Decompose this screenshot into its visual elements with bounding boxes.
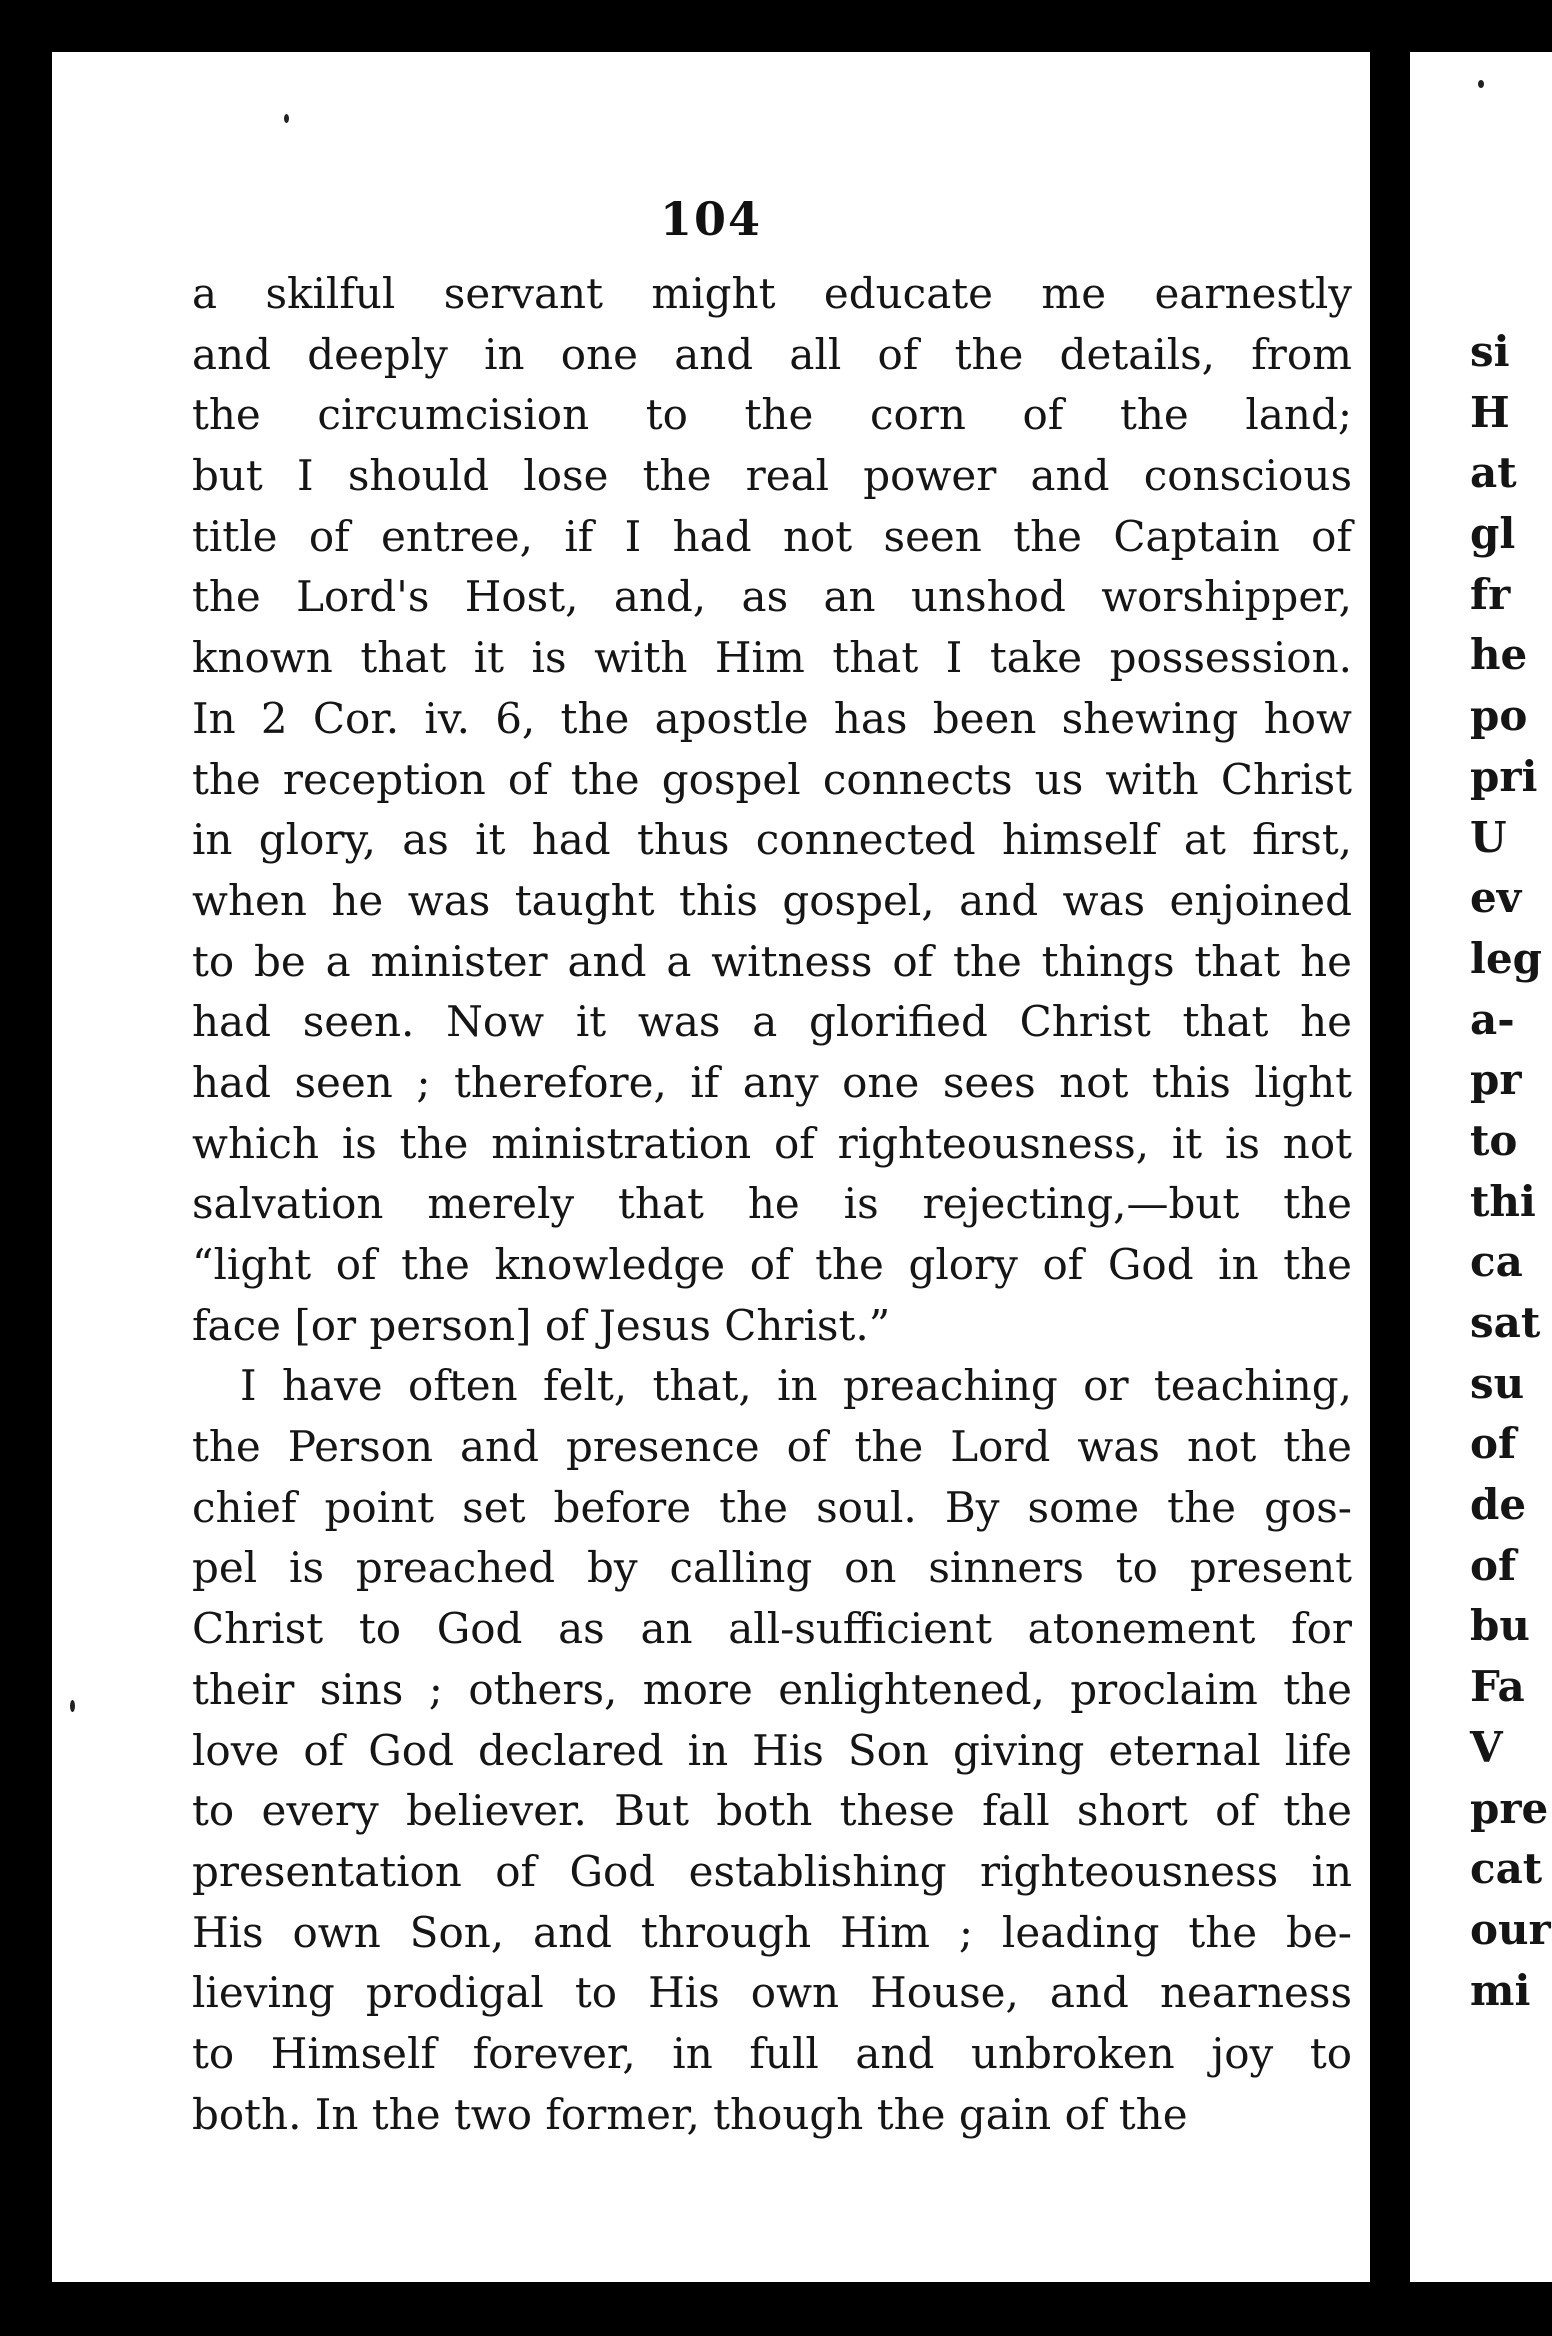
facing-text-fragment: gl bbox=[1470, 509, 1516, 559]
text-line: when he was taught this gospel, and was enjoined bbox=[192, 875, 1352, 925]
text-line: in glory, as it had thus connected himself at first, bbox=[192, 815, 1352, 865]
text-line: a skilful servant might educate me earnestly bbox=[192, 269, 1352, 318]
text-line: I have often felt, that, in preaching or teaching, bbox=[240, 1361, 1352, 1411]
facing-page-text bbox=[1470, 322, 1551, 2021]
page-number: 104 bbox=[659, 192, 763, 246]
text-line: the Lord's Host, and, as an unshod worshipper, bbox=[192, 572, 1352, 622]
text-line: “light of the knowledge of the glory of God in the bbox=[192, 1240, 1352, 1289]
text-line: the Person and presence of the Lord was not the bbox=[192, 1422, 1352, 1472]
facing-text-fragment: leg bbox=[1470, 933, 1543, 983]
text-line: His own Son, and through Him ; leading the be- bbox=[192, 1907, 1352, 1957]
facing-text-fragment: pr bbox=[1470, 1055, 1522, 1105]
text-line: both. In the two former, though the gain of the bbox=[192, 2089, 1188, 2139]
facing-text-fragment: fr bbox=[1470, 569, 1511, 619]
text-line: the circumcision to the corn of the land; bbox=[192, 390, 1352, 440]
facing-text-fragment: de bbox=[1470, 1480, 1527, 1530]
facing-text-fragment: ev bbox=[1470, 873, 1522, 923]
text-line: presentation of God establishing righteousness in bbox=[192, 1846, 1352, 1896]
text-line: known that it is with Him that I take possession. bbox=[192, 633, 1352, 683]
facing-text-fragment: our bbox=[1470, 1904, 1551, 1954]
facing-text-fragment: ca bbox=[1470, 1237, 1523, 1287]
facing-text-fragment: at bbox=[1470, 448, 1517, 498]
text-line: In 2 Cor. iv. 6, the apostle has been shewing how bbox=[192, 693, 1352, 743]
facing-text-fragment: pri bbox=[1470, 751, 1538, 801]
facing-text-fragment: thi bbox=[1470, 1176, 1536, 1226]
text-line: to Himself forever, in full and unbroken joy to bbox=[192, 2028, 1352, 2078]
text-line: Christ to God as an all-sufficient atonement for bbox=[192, 1604, 1352, 1654]
facing-text-fragment: he bbox=[1470, 630, 1528, 680]
text-line: which is the ministration of righteousness, it is not bbox=[192, 1118, 1352, 1168]
print-speck bbox=[1478, 80, 1484, 88]
text-line: salvation merely that he is rejecting,—but the bbox=[192, 1179, 1352, 1229]
facing-text-fragment: a- bbox=[1470, 994, 1515, 1044]
text-line: but I should lose the real power and conscious bbox=[192, 451, 1352, 501]
facing-text-fragment: bu bbox=[1470, 1601, 1530, 1651]
text-line: pel is preached by calling on sinners to present bbox=[192, 1543, 1352, 1593]
print-speck bbox=[70, 1700, 75, 1712]
left-page bbox=[52, 52, 1370, 2282]
facing-text-fragment: U bbox=[1470, 812, 1507, 862]
facing-text-fragment: pre bbox=[1470, 1783, 1549, 1833]
text-line: face [or person] of Jesus Christ.” bbox=[192, 1300, 891, 1350]
text-line: and deeply in one and all of the details, from bbox=[192, 329, 1352, 379]
text-line: their sins ; others, more enlightened, proclaim the bbox=[192, 1664, 1352, 1714]
facing-text-fragment: sat bbox=[1470, 1298, 1541, 1347]
print-speck bbox=[284, 114, 289, 123]
text-line: the reception of the gospel connects us with Christ bbox=[192, 754, 1352, 804]
facing-text-fragment: po bbox=[1470, 691, 1528, 741]
text-line: to every believer. But both these fall short of the bbox=[192, 1786, 1352, 1836]
text-line: lieving prodigal to His own House, and nearness bbox=[192, 1968, 1352, 2018]
facing-text-fragment: H bbox=[1470, 387, 1510, 437]
text-line: title of entree, if I had not seen the Captain of bbox=[192, 511, 1352, 561]
facing-text-fragment: cat bbox=[1470, 1844, 1543, 1894]
facing-text-fragment: to bbox=[1470, 1115, 1518, 1165]
facing-text-fragment: of bbox=[1470, 1540, 1517, 1590]
facing-text-fragment: V bbox=[1470, 1722, 1503, 1772]
facing-text-fragment: mi bbox=[1470, 1965, 1531, 2015]
body-text bbox=[192, 264, 1352, 2145]
text-line: had seen. Now it was a glorified Christ that he bbox=[192, 997, 1352, 1047]
text-line: had seen ; therefore, if any one sees not this light bbox=[192, 1057, 1352, 1107]
facing-page-fragment bbox=[1410, 52, 1552, 2282]
text-line: love of God declared in His Son giving eternal life bbox=[192, 1725, 1352, 1775]
facing-text-fragment: si bbox=[1470, 327, 1510, 376]
facing-text-fragment: su bbox=[1470, 1358, 1525, 1408]
text-line: to be a minister and a witness of the things that he bbox=[192, 936, 1352, 986]
facing-text-fragment: of bbox=[1470, 1419, 1517, 1469]
facing-text-fragment: Fa bbox=[1470, 1662, 1525, 1712]
book-spine-gutter bbox=[1370, 40, 1410, 2290]
text-line: chief point set before the soul. By some the gos- bbox=[192, 1482, 1352, 1532]
